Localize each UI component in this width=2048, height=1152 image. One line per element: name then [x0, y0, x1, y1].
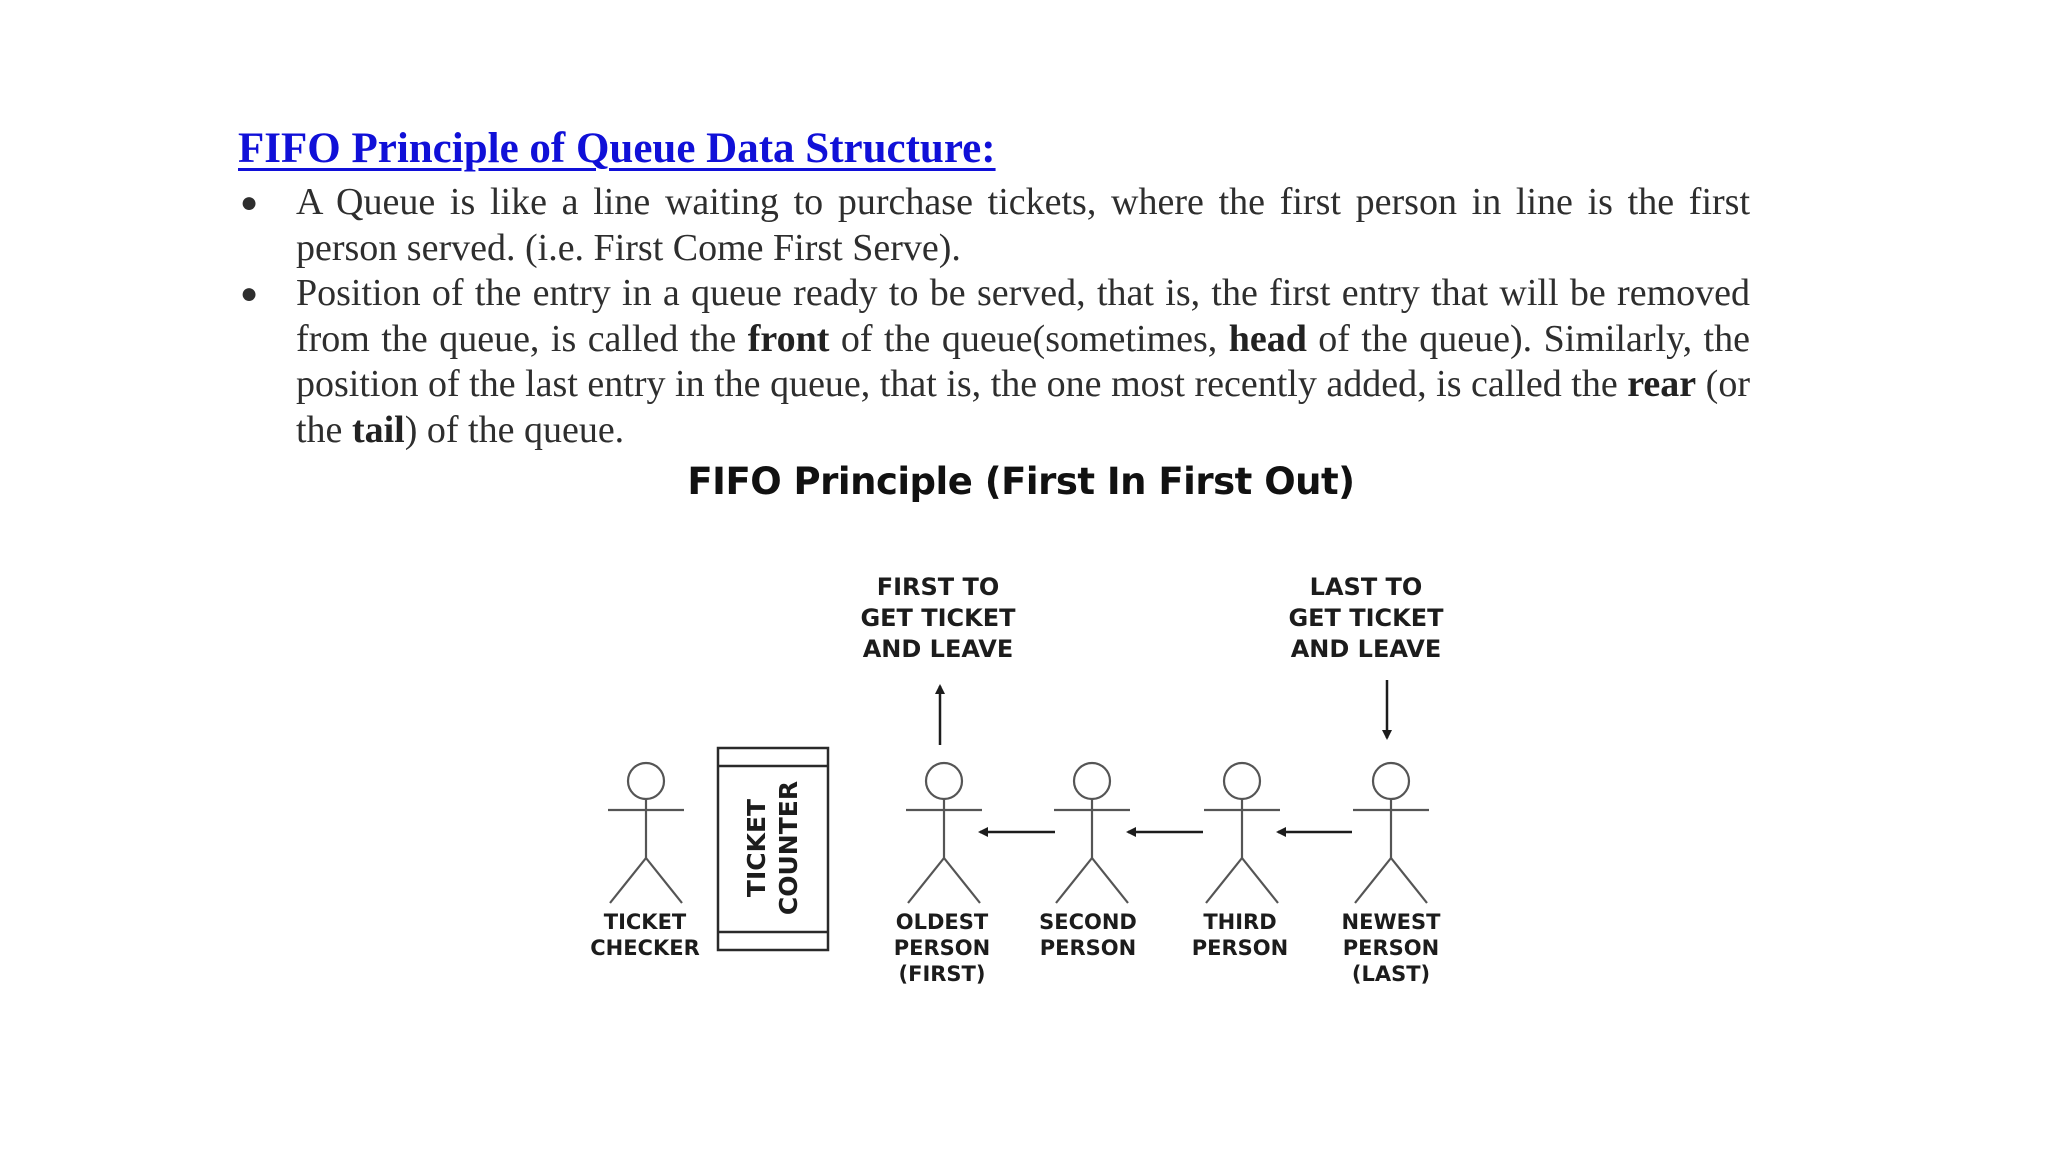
third-label-line-1: THIRD: [1203, 910, 1277, 934]
page-heading: FIFO Principle of Queue Data Structure:: [238, 125, 996, 172]
oldest-label-line-2: PERSON: [893, 936, 991, 960]
bullet-text-2c: of the queue). Similarly, the position of the last entry in the queue, that is, the one most recently added, is called the: [296, 317, 1750, 405]
third-label-line-2: PERSON: [1191, 936, 1289, 960]
first-callout-line-1: FIRST TO: [876, 573, 1000, 601]
last-callout-line-3: AND LEAVE: [1290, 635, 1442, 663]
second-person-figure-icon: [1054, 763, 1130, 903]
bullet-dot-icon: ●: [240, 186, 259, 219]
ticket-checker-figure-icon: [608, 763, 684, 903]
oldest-person-figure-icon: [906, 763, 982, 903]
bullet-dot-icon: ●: [240, 277, 259, 310]
term-head: head: [1228, 317, 1307, 360]
newest-label-line-2: PERSON: [1342, 936, 1440, 960]
third-person-figure-icon: [1204, 763, 1280, 903]
counter-label-line-1: TICKET: [742, 798, 771, 898]
first-callout: [860, 573, 1016, 663]
second-label-line-1: SECOND: [1039, 910, 1137, 934]
last-callout-line-1: LAST TO: [1309, 573, 1423, 601]
term-tail: tail: [351, 408, 405, 451]
term-front: front: [747, 317, 830, 360]
last-callout-line-2: GET TICKET: [1288, 604, 1444, 632]
bullet-text-2d: (or the: [296, 363, 1750, 451]
bullet-text-2e: ) of the queue.: [404, 408, 625, 451]
newest-person-figure-icon: [1353, 763, 1429, 903]
term-rear: rear: [1627, 363, 1697, 405]
oldest-label-line-1: OLDEST: [895, 910, 989, 934]
bullet-text-2a: Position of the entry in a queue ready to be served, that is, the first entry that will be removed from the queue, is called the: [296, 272, 1750, 360]
checker-label-line-1: TICKET: [603, 910, 687, 934]
first-callout-line-2: GET TICKET: [860, 604, 1016, 632]
oldest-label-line-3: (FIRST): [898, 962, 986, 986]
ticket-counter-booth: [718, 748, 828, 950]
last-callout: [1288, 573, 1444, 663]
newest-label-line-1: NEWEST: [1341, 910, 1441, 934]
counter-label-line-2: COUNTER: [774, 780, 803, 916]
bullet-text-1: A Queue is like a line waiting to purchase tickets, where the first person in line is the first person served. (i.e. First Come First Serve).: [296, 181, 1750, 269]
newest-label-line-3: (LAST): [1351, 962, 1431, 986]
first-callout-line-3: AND LEAVE: [862, 635, 1014, 663]
ticket-counter-label: [742, 781, 803, 915]
second-label-line-2: PERSON: [1039, 936, 1137, 960]
figure-title: FIFO Principle (First In First Out): [687, 460, 1355, 503]
checker-label-line-2: CHECKER: [590, 936, 700, 960]
bullet-text-2b: of the queue(sometimes,: [829, 317, 1229, 360]
